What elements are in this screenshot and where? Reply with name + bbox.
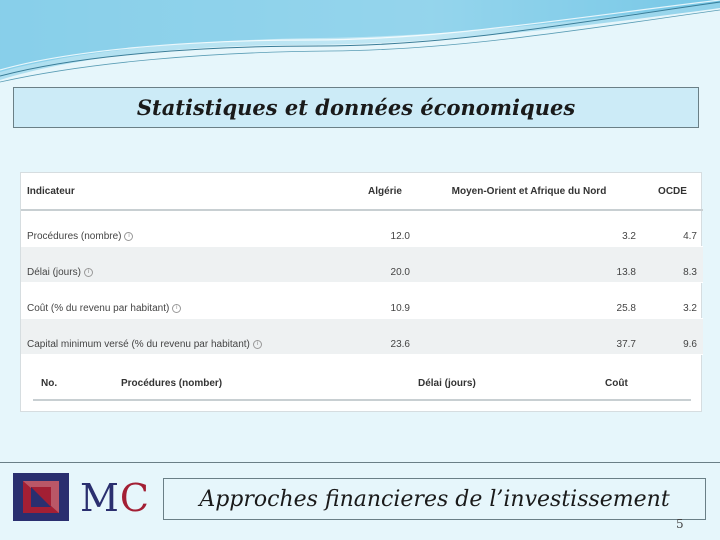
procedures-table-header <box>33 373 691 401</box>
cell-algeria: 23.6 <box>354 319 416 355</box>
footer-title: Approches financieres de l’investissement <box>199 486 670 512</box>
column-header-delay: Délai (jours) <box>418 378 476 389</box>
cell-mena: 25.8 <box>416 283 642 319</box>
column-header-procedures: Procédures (nomber) <box>121 378 223 389</box>
info-icon[interactable]: i <box>84 268 93 277</box>
mc-logo-text: MC <box>80 476 150 520</box>
cell-oecd: 4.7 <box>642 210 703 247</box>
cell-algeria: 12.0 <box>354 210 416 247</box>
table-row <box>21 283 703 319</box>
header-wave-decoration <box>0 0 720 90</box>
row-label: Procédures (nombre) i <box>21 210 354 247</box>
footer-title-box <box>163 478 706 520</box>
table-row <box>21 210 703 247</box>
row-label: Capital minimum versé (% du revenu par habitant) i <box>21 319 354 355</box>
mc-logo-icon <box>13 473 69 521</box>
info-icon[interactable]: i <box>253 340 262 349</box>
footer-divider <box>0 462 720 463</box>
cell-mena: 3.2 <box>416 210 642 247</box>
table-row <box>21 319 703 355</box>
row-label: Coût (% du revenu par habitant) i <box>21 283 354 319</box>
page-number: 5 <box>676 517 684 531</box>
column-header-oecd: OCDE <box>642 173 703 210</box>
cell-algeria: 20.0 <box>354 247 416 283</box>
cell-mena: 37.7 <box>416 319 642 355</box>
column-header-cost: Coût <box>605 378 628 389</box>
cell-mena: 13.8 <box>416 247 642 283</box>
table-header-row <box>21 173 703 210</box>
info-icon[interactable]: i <box>172 304 181 313</box>
slide-title: Statistiques et données économiques <box>136 95 576 120</box>
cell-oecd: 8.3 <box>642 247 703 283</box>
info-icon[interactable]: i <box>124 232 133 241</box>
column-header-no: No. <box>41 378 58 389</box>
statistics-table <box>21 173 703 355</box>
statistics-table-panel <box>20 172 702 412</box>
column-header-algeria: Algérie <box>354 173 416 210</box>
table-row <box>21 247 703 283</box>
cell-oecd: 3.2 <box>642 283 703 319</box>
column-header-indicator: Indicateur <box>21 173 354 210</box>
column-header-mena: Moyen-Orient et Afrique du Nord <box>416 173 642 210</box>
cell-algeria: 10.9 <box>354 283 416 319</box>
slide-title-box <box>13 87 699 128</box>
cell-oecd: 9.6 <box>642 319 703 355</box>
row-label: Délai (jours) i <box>21 247 354 283</box>
